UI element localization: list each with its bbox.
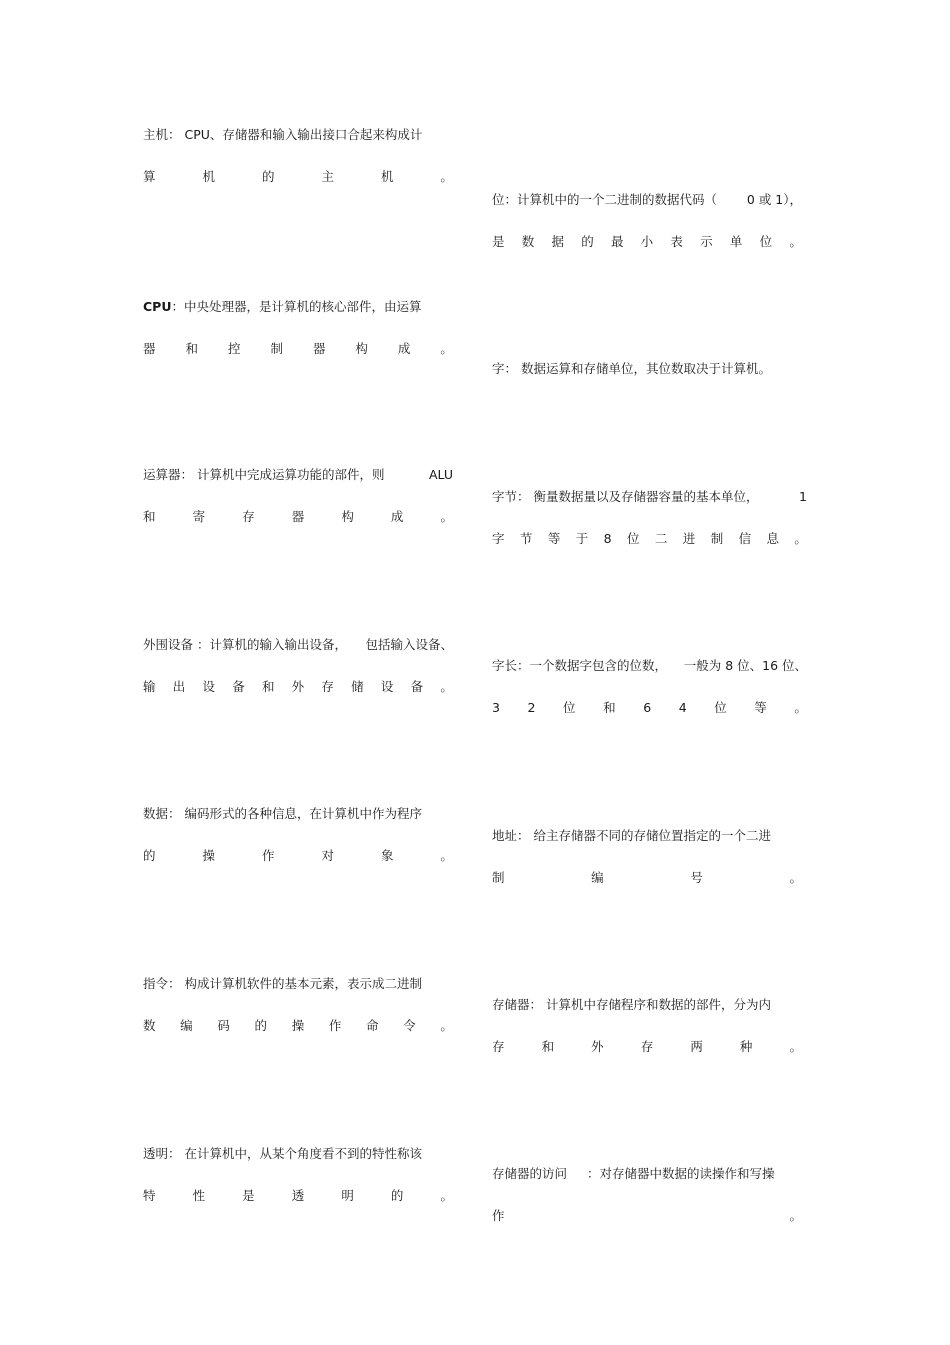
char: 出 xyxy=(172,679,186,694)
definition-text: 字： 数据运算和存储单位，其位数取决于计算机。 xyxy=(492,361,771,376)
char: 两 xyxy=(690,1039,703,1054)
char: 最 xyxy=(610,234,624,249)
definition-host xyxy=(143,127,453,185)
char: 。 xyxy=(440,848,453,863)
char: 构 xyxy=(355,341,368,356)
definition-instruction xyxy=(143,976,453,1034)
definition-memory-access xyxy=(492,1166,802,1224)
definition-data xyxy=(143,806,453,864)
char: 机 xyxy=(202,169,215,184)
char: 特 xyxy=(143,1188,156,1203)
definition-body-end: 1 xyxy=(799,489,807,504)
char: 据 xyxy=(551,234,564,249)
char: 存 xyxy=(242,509,255,524)
char: 制 xyxy=(492,870,505,885)
definition-text xyxy=(492,658,807,674)
definition-transparent xyxy=(143,1146,453,1204)
definition-byte xyxy=(492,489,807,547)
definition-text xyxy=(492,1166,802,1182)
definition-continuation xyxy=(143,848,453,864)
char: 输 xyxy=(143,679,156,694)
char: 和 xyxy=(185,341,198,356)
char: 。 xyxy=(789,870,802,885)
char: 设 xyxy=(202,679,215,694)
definition-continuation xyxy=(143,509,453,525)
char: 机 xyxy=(380,169,394,184)
char: 于 xyxy=(575,531,589,546)
char: 控 xyxy=(227,341,241,356)
definition-text xyxy=(143,637,453,653)
definition-text: 透明： 在计算机中，从某个角度看不到的特性称该 xyxy=(143,1146,422,1161)
char: 。 xyxy=(440,679,453,694)
definition-text: 主机： CPU、存储器和输入输出接口合起来构成计 xyxy=(143,127,423,142)
char: 2 xyxy=(527,700,536,715)
definition-text xyxy=(492,192,802,208)
char: 制 xyxy=(710,531,724,546)
definition-body: 外围设备 ：计算机的输入输出设备， xyxy=(143,637,347,652)
char: 。 xyxy=(440,509,453,524)
definition-body-end: 包括输入设备、 xyxy=(365,637,453,652)
char: 器 xyxy=(312,341,326,356)
char: 。 xyxy=(789,234,802,249)
definition-body: ：对存储器中数据的读操作和写操 xyxy=(587,1166,775,1181)
definition-alu xyxy=(143,467,453,525)
definition-body: 字节： 衡量数据量以及存储器容量的基本单位， xyxy=(492,489,759,504)
definition-body: 运算器： 计算机中完成运算功能的部件，则 xyxy=(143,467,385,482)
char: 的 xyxy=(143,848,156,863)
definition-bit xyxy=(492,192,802,250)
char: 的 xyxy=(261,169,275,184)
char: 是 xyxy=(242,1188,255,1203)
char: 操 xyxy=(202,848,215,863)
char: 小 xyxy=(640,234,654,249)
definition-continuation xyxy=(492,1208,802,1224)
char: 位 xyxy=(626,531,640,546)
char: 作 xyxy=(328,1018,342,1033)
definition-continuation xyxy=(143,1188,453,1204)
char: 等 xyxy=(754,700,767,715)
char: 单 xyxy=(729,234,743,249)
char: 象 xyxy=(380,848,394,863)
term-alu: ALU xyxy=(428,467,453,482)
char: 编 xyxy=(591,870,604,885)
char: 字 xyxy=(492,531,505,546)
char: 数 xyxy=(521,234,535,249)
char: 码 xyxy=(217,1018,230,1033)
definition-text xyxy=(143,299,453,315)
char: 节 xyxy=(519,531,533,546)
definition-continuation xyxy=(492,1039,802,1055)
char: 制 xyxy=(270,341,283,356)
char: 算 xyxy=(143,169,156,184)
definition-continuation xyxy=(492,531,807,547)
char: 外 xyxy=(291,679,305,694)
char: 令 xyxy=(403,1018,416,1033)
char: 3 xyxy=(492,700,500,715)
definition-continuation xyxy=(143,679,453,695)
definition-continuation xyxy=(143,341,453,357)
definition-word xyxy=(492,361,802,377)
char: 成 xyxy=(390,509,404,524)
char: 构 xyxy=(341,509,354,524)
term-memory-access: 存储器的访问 xyxy=(492,1166,568,1181)
char: 和 xyxy=(603,700,616,715)
char: 是 xyxy=(492,234,505,249)
definition-body-end: 0 或 1）， xyxy=(746,192,802,207)
char: 进 xyxy=(682,531,696,546)
char: 数 xyxy=(143,1018,156,1033)
char: 寄 xyxy=(192,509,206,524)
char: 备 xyxy=(232,679,245,694)
char: 8 xyxy=(603,531,612,546)
definition-body: 字长：一个数据字包含的位数， xyxy=(492,658,668,673)
char: 明 xyxy=(341,1188,354,1203)
char: 的 xyxy=(390,1188,404,1203)
char: 。 xyxy=(794,531,807,546)
definition-continuation xyxy=(143,169,453,185)
char: 表 xyxy=(670,234,683,249)
char: 对 xyxy=(321,848,334,863)
char: 号 xyxy=(690,870,703,885)
char: 位 xyxy=(714,700,727,715)
char: 位 xyxy=(563,700,576,715)
definition-text: 存储器： 计算机中存储程序和数据的部件，分为内 xyxy=(492,997,771,1012)
char: 和 xyxy=(143,509,156,524)
char: 存 xyxy=(492,1039,505,1054)
definition-body: ：中央处理器，是计算机的核心部件，由运算 xyxy=(171,299,422,314)
char: 信 xyxy=(738,531,752,546)
char: 息 xyxy=(766,531,780,546)
char: 二 xyxy=(654,531,668,546)
definition-body-end: 一般为 8 位、16 位、 xyxy=(683,658,807,673)
definition-memory xyxy=(492,997,802,1055)
char: 作 xyxy=(492,1208,505,1223)
definition-address xyxy=(492,828,802,886)
char: 。 xyxy=(440,1018,453,1033)
definition-text xyxy=(492,489,807,505)
char: 性 xyxy=(192,1188,206,1203)
char: 等 xyxy=(547,531,561,546)
definition-text: 指令： 构成计算机软件的基本元素，表示成二进制 xyxy=(143,976,422,991)
char: 。 xyxy=(794,700,807,715)
char: 。 xyxy=(789,1039,802,1054)
char: 设 xyxy=(380,679,394,694)
char: 成 xyxy=(397,341,411,356)
definition-continuation xyxy=(492,234,802,250)
definition-word-length xyxy=(492,658,807,716)
definition-continuation xyxy=(492,870,802,886)
char: 和 xyxy=(261,679,275,694)
char: 。 xyxy=(440,169,453,184)
char: 4 xyxy=(678,700,687,715)
char: 。 xyxy=(789,1208,802,1223)
definition-text: 数据： 编码形式的各种信息，在计算机中作为程序 xyxy=(143,806,422,821)
definition-text: 地址： 给主存储器不同的存储位置指定的一个二进 xyxy=(492,828,771,843)
char: 储 xyxy=(351,679,364,694)
definition-body: 位：计算机中的一个二进制的数据代码（ xyxy=(492,192,718,207)
char: 外 xyxy=(591,1039,604,1054)
char: 的 xyxy=(581,234,594,249)
char: 器 xyxy=(143,341,156,356)
char: 。 xyxy=(440,341,453,356)
char: 编 xyxy=(180,1018,193,1033)
definition-continuation xyxy=(492,700,807,716)
char: 操 xyxy=(291,1018,305,1033)
char: 6 xyxy=(643,700,652,715)
char: 器 xyxy=(291,509,305,524)
char: 示 xyxy=(700,234,713,249)
definition-text xyxy=(143,467,453,483)
char: 备 xyxy=(410,679,424,694)
definition-cpu xyxy=(143,299,453,357)
char: 透 xyxy=(291,1188,305,1203)
char: 的 xyxy=(254,1018,268,1033)
definition-continuation xyxy=(143,1018,453,1034)
char: 种 xyxy=(739,1039,753,1054)
char: 作 xyxy=(261,848,275,863)
term-cpu: CPU xyxy=(143,299,172,314)
definition-peripheral xyxy=(143,637,453,695)
char: 存 xyxy=(321,679,334,694)
char: 存 xyxy=(640,1039,654,1054)
char: 命 xyxy=(366,1018,379,1033)
char: 主 xyxy=(321,169,334,184)
char: 。 xyxy=(440,1188,453,1203)
char: 位 xyxy=(759,234,773,249)
char: 和 xyxy=(541,1039,555,1054)
